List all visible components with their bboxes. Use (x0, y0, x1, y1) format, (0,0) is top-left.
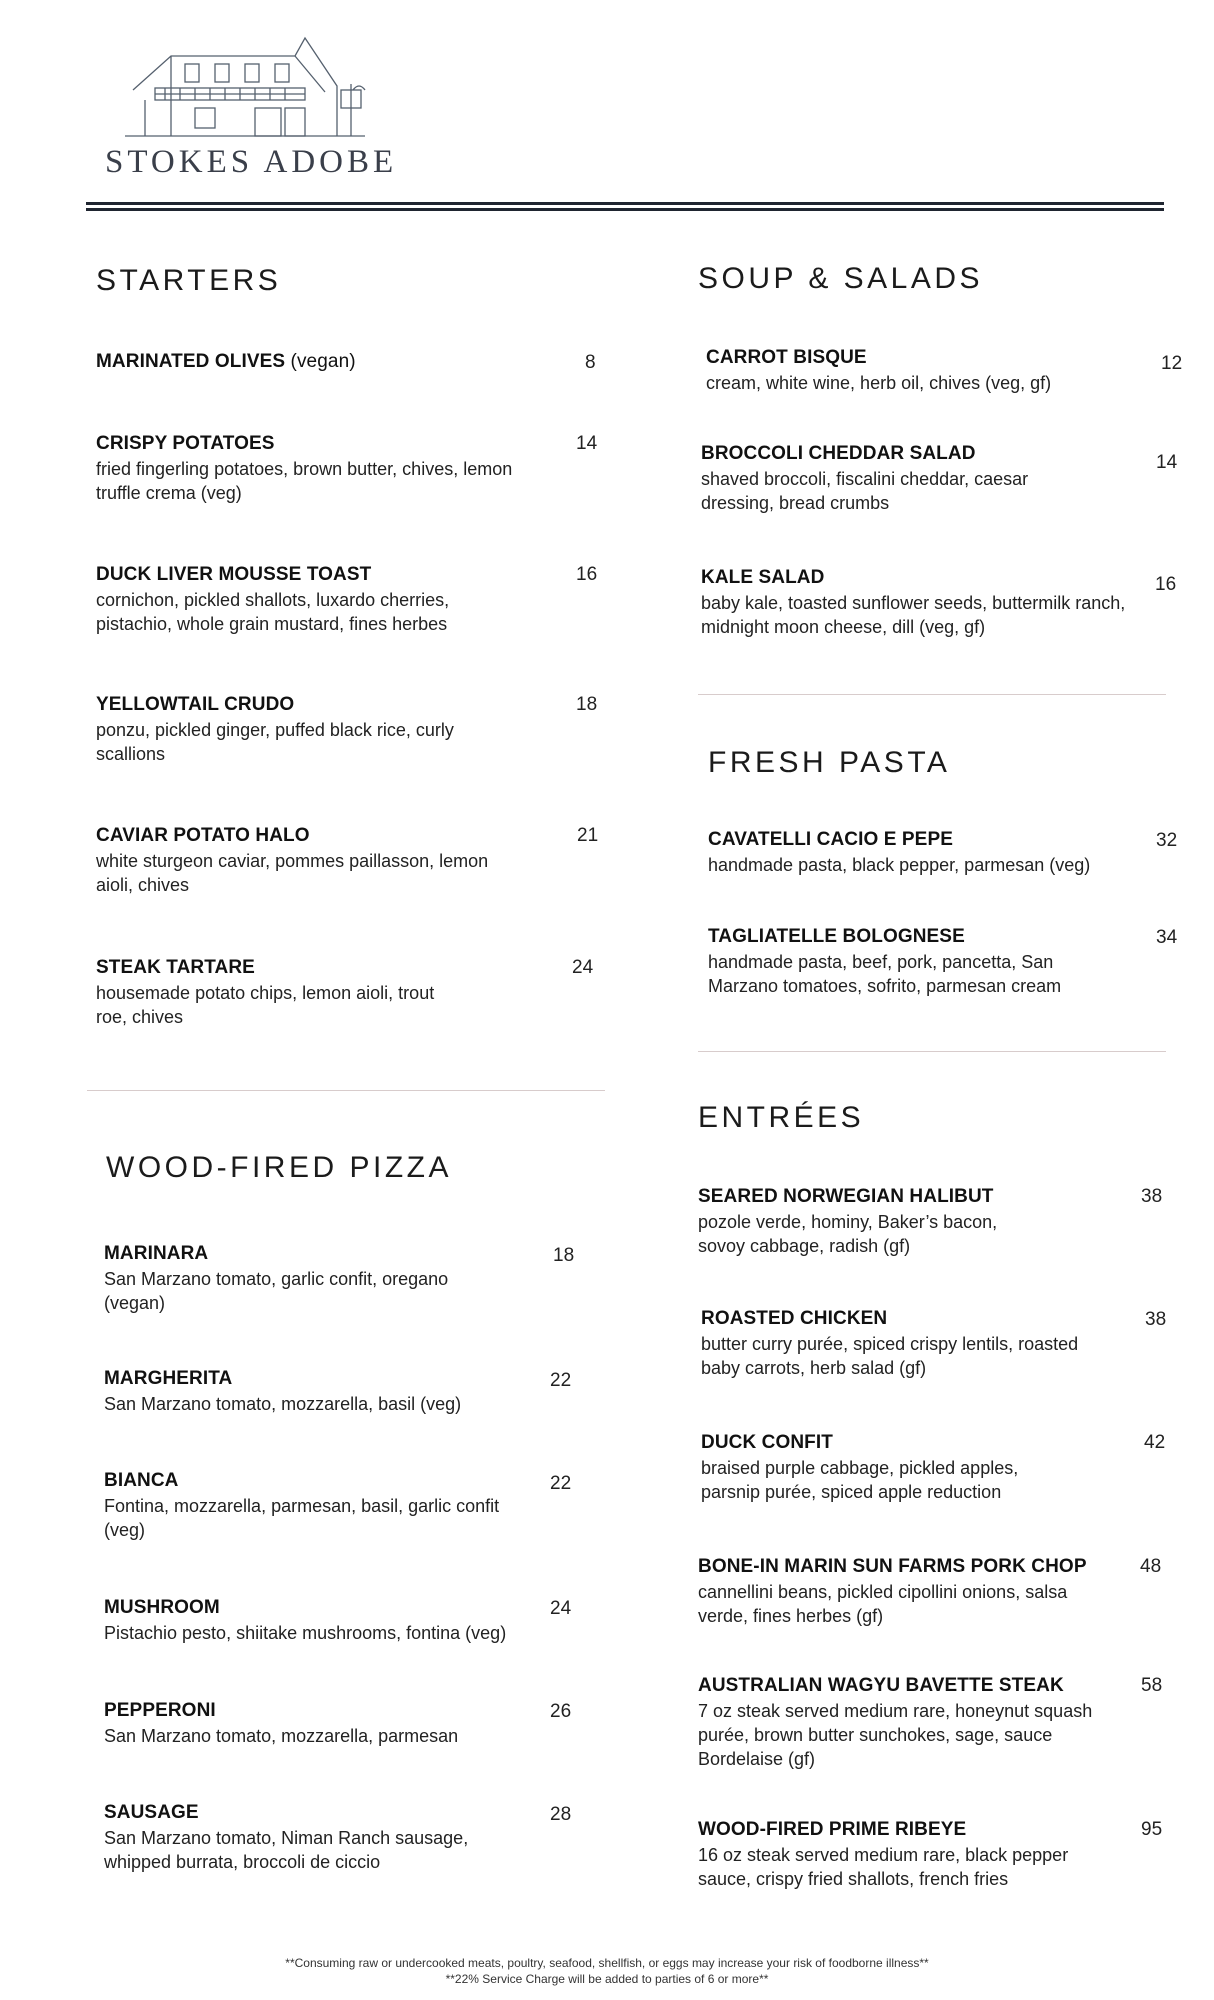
item-name: SEARED NORWEGIAN HALIBUT (698, 1186, 994, 1207)
item-description: braised purple cabbage, pickled apples, parsnip purée, spiced apple reduction (701, 1458, 1019, 1502)
item-name: CRISPY POTATOES (96, 433, 275, 454)
footer-notice (0, 1955, 1214, 1987)
foodborne-warning: **Consuming raw or undercooked meats, poultry, seafood, shellfish, or eggs may increase your risk of foodborne illness** (285, 1956, 929, 1970)
menu-item (104, 1368, 524, 1416)
item-description: San Marzano tomato, mozzarella, parmesan (104, 1726, 459, 1746)
item-name: ROASTED CHICKEN (701, 1308, 888, 1329)
menu-item (104, 1597, 564, 1645)
header-rule (86, 208, 1164, 211)
item-price: 42 (1144, 1432, 1166, 1453)
item-price: 22 (550, 1370, 572, 1391)
item-price: 32 (1156, 830, 1178, 851)
item-name: BONE-IN MARIN SUN FARMS PORK CHOP (698, 1556, 1087, 1577)
item-description: fried fingerling potatoes, brown butter, chives, lemon truffle crema (veg) (96, 459, 513, 503)
item-price: 28 (550, 1804, 572, 1825)
menu-item (104, 1243, 504, 1315)
service-charge-note: **22% Service Charge will be added to parties of 6 or more** (445, 1972, 769, 1986)
item-price: 12 (1161, 353, 1183, 374)
item-description: San Marzano tomato, mozzarella, basil (veg) (104, 1394, 462, 1414)
adobe-building-illustration (125, 28, 405, 140)
item-price: 18 (553, 1245, 575, 1266)
item-description: Pistachio pesto, shiitake mushrooms, fontina (veg) (104, 1623, 507, 1643)
menu-item (104, 1470, 544, 1542)
item-description: housemade potato chips, lemon aioli, trout roe, chives (96, 983, 435, 1027)
soups-title: SOUP & SALADS (698, 262, 984, 295)
item-price: 22 (550, 1473, 572, 1494)
item-description: cream, white wine, herb oil, chives (veg, gf) (706, 373, 1052, 393)
item-description: shaved broccoli, fiscalini cheddar, caesar dressing, bread crumbs (701, 469, 1029, 513)
item-price: 48 (1140, 1556, 1162, 1577)
item-note: (vegan) (285, 351, 356, 372)
item-name: BROCCOLI CHEDDAR SALAD (701, 443, 976, 464)
pasta-title: FRESH PASTA (708, 746, 951, 779)
item-description: baby kale, toasted sunflower seeds, buttermilk ranch, midnight moon cheese, dill (veg, gf) (701, 593, 1126, 637)
item-description: ponzu, pickled ginger, puffed black rice, curly scallions (96, 720, 454, 764)
item-price: 16 (576, 564, 598, 585)
item-description: cornichon, pickled shallots, luxardo cherries, pistachio, whole grain mustard, fines herbes (96, 590, 450, 634)
menu-item (706, 347, 1126, 395)
item-description: butter curry purée, spiced crispy lentils, roasted baby carrots, herb salad (gf) (701, 1334, 1079, 1378)
menu-item (104, 1802, 524, 1874)
item-name: MARINARA (104, 1243, 209, 1264)
item-description: 16 oz steak served medium rare, black pepper sauce, crispy fried shallots, french fries (698, 1845, 1069, 1889)
menu-item (698, 1556, 1108, 1628)
item-name: MARINATED OLIVES (96, 351, 286, 372)
item-name: AUSTRALIAN WAGYU BAVETTE STEAK (698, 1675, 1064, 1696)
menu-item (96, 564, 516, 636)
item-price: 24 (572, 957, 594, 978)
menu-item (96, 433, 516, 505)
item-name: KALE SALAD (701, 567, 825, 588)
item-name: MUSHROOM (104, 1597, 220, 1618)
header-rule (86, 202, 1164, 205)
starters-title: STARTERS (96, 264, 282, 297)
item-description: white sturgeon caviar, pommes paillasson, lemon aioli, chives (96, 851, 489, 895)
item-name: YELLOWTAIL CRUDO (96, 694, 295, 715)
item-price: 38 (1141, 1186, 1163, 1207)
item-description: handmade pasta, black pepper, parmesan (veg) (708, 855, 1091, 875)
item-name: PEPPERONI (104, 1700, 216, 1721)
item-price: 95 (1141, 1819, 1163, 1840)
item-name: WOOD-FIRED PRIME RIBEYE (698, 1819, 967, 1840)
brand-name: STOKES ADOBE (105, 144, 398, 180)
pizza-title: WOOD-FIRED PIZZA (106, 1151, 452, 1184)
item-description: pozole verde, hominy, Baker’s bacon, sovoy cabbage, radish (gf) (698, 1212, 998, 1256)
item-name: MARGHERITA (104, 1368, 233, 1389)
menu-item (96, 825, 496, 897)
item-price: 16 (1155, 574, 1177, 595)
section-divider (698, 1051, 1166, 1052)
item-name: CAVIAR POTATO HALO (96, 825, 310, 846)
item-name: DUCK CONFIT (701, 1432, 833, 1453)
item-description: handmade pasta, beef, pork, pancetta, San Marzano tomatoes, sofrito, parmesan cream (708, 952, 1062, 996)
item-name: CARROT BISQUE (706, 347, 867, 368)
item-price: 58 (1141, 1675, 1163, 1696)
menu-item (96, 351, 516, 373)
item-price: 21 (577, 825, 599, 846)
item-price: 14 (576, 433, 598, 454)
item-price: 26 (550, 1701, 572, 1722)
menu-item (708, 829, 1128, 877)
item-description: cannellini beans, pickled cipollini onions, salsa verde, fines herbes (gf) (698, 1582, 1068, 1626)
section-divider (698, 694, 1166, 695)
item-price: 24 (550, 1598, 572, 1619)
item-price: 34 (1156, 927, 1178, 948)
section-divider (87, 1090, 605, 1091)
item-name: CAVATELLI CACIO E PEPE (708, 829, 953, 850)
item-price: 14 (1156, 452, 1178, 473)
item-description: San Marzano tomato, garlic confit, oregano (vegan) (104, 1269, 449, 1313)
menu-item (698, 1186, 1038, 1258)
menu-item (698, 1675, 1128, 1771)
menu-item (701, 1308, 1081, 1380)
item-name: SAUSAGE (104, 1802, 199, 1823)
menu-item (96, 957, 436, 1029)
item-description: San Marzano tomato, Niman Ranch sausage, whipped burrata, broccoli de ciccio (104, 1828, 469, 1872)
menu-item (701, 567, 1131, 639)
menu-item (708, 926, 1088, 998)
item-price: 38 (1145, 1309, 1167, 1330)
restaurant-logo (105, 28, 425, 178)
menu-item (701, 443, 1031, 515)
item-name: BIANCA (104, 1470, 179, 1491)
menu-item (698, 1819, 1078, 1891)
item-price: 18 (576, 694, 598, 715)
item-description: Fontina, mozzarella, parmesan, basil, garlic confit (veg) (104, 1496, 500, 1540)
item-name: STEAK TARTARE (96, 957, 255, 978)
item-name: TAGLIATELLE BOLOGNESE (708, 926, 965, 947)
menu-item (701, 1432, 1081, 1504)
entrees-title: ENTRÉES (698, 1101, 865, 1134)
menu-item (96, 694, 486, 766)
item-price: 8 (585, 352, 596, 373)
item-description: 7 oz steak served medium rare, honeynut squash purée, brown butter sunchokes, sage, sauce Bordelaise (gf) (698, 1701, 1093, 1769)
item-name: DUCK LIVER MOUSSE TOAST (96, 564, 372, 585)
menu-item (104, 1700, 524, 1748)
